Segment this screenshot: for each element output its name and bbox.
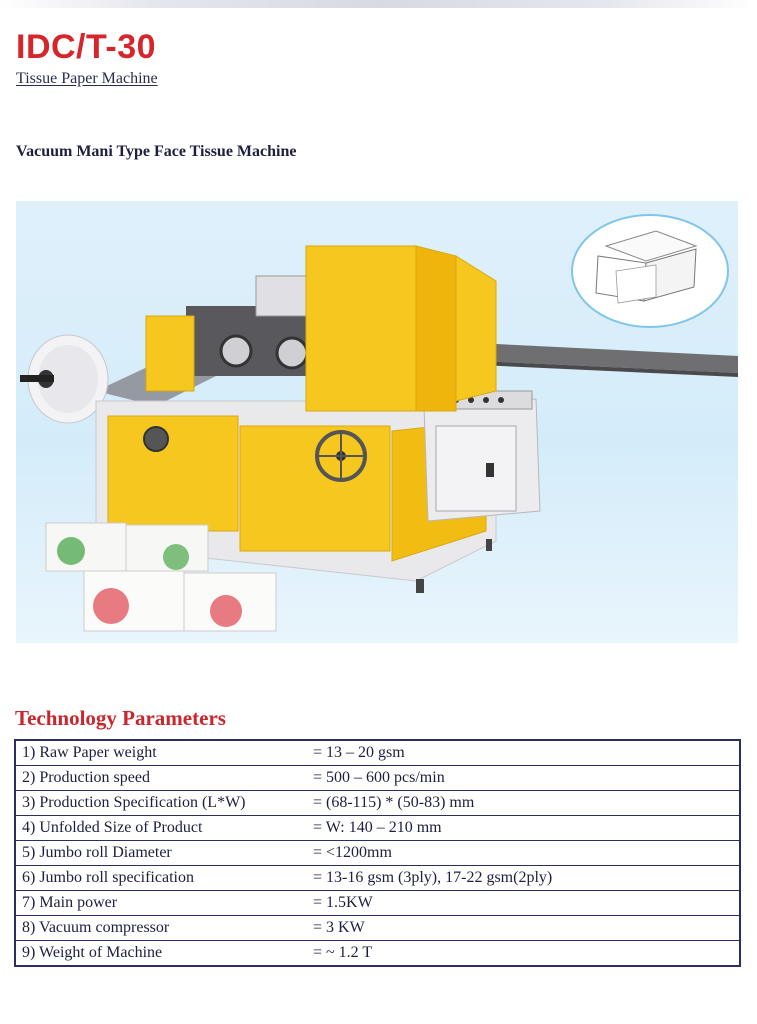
- param-value: = ~ 1.2 T: [307, 941, 740, 967]
- table-row: [15, 740, 740, 766]
- params-table: [14, 739, 741, 967]
- machine-photo: [16, 201, 738, 643]
- model-number: IDC/T-30: [16, 28, 157, 66]
- table-row: [15, 891, 740, 916]
- param-label: 5) Jumbo roll Diameter: [15, 841, 307, 866]
- param-label: 8) Vacuum compressor: [15, 916, 307, 941]
- param-value: = W: 140 – 210 mm: [307, 816, 740, 841]
- params-heading: Technology Parameters: [15, 706, 226, 730]
- param-value: = 13-16 gsm (3ply), 17-22 gsm(2ply): [307, 866, 740, 891]
- jumbo-roll: [20, 335, 108, 423]
- table-row: [15, 916, 740, 941]
- param-value: = 1.5KW: [307, 891, 740, 916]
- table-row: [15, 766, 740, 791]
- table-row: [15, 866, 740, 891]
- table-row: [15, 941, 740, 967]
- param-label: 9) Weight of Machine: [15, 941, 307, 967]
- top-banner-strip: [0, 0, 757, 8]
- param-value: = 13 – 20 gsm: [307, 740, 740, 766]
- folded-tissue-inset: [572, 215, 728, 327]
- param-label: 6) Jumbo roll specification: [15, 866, 307, 891]
- param-value: = <1200mm: [307, 841, 740, 866]
- param-label: 1) Raw Paper weight: [15, 740, 307, 766]
- param-value: = 3 KW: [307, 916, 740, 941]
- product-subtitle: Tissue Paper Machine: [16, 70, 158, 87]
- param-label: 7) Main power: [15, 891, 307, 916]
- param-label: 4) Unfolded Size of Product: [15, 816, 307, 841]
- table-row: [15, 816, 740, 841]
- param-value: = 500 – 600 pcs/min: [307, 766, 740, 791]
- param-label: 3) Production Specification (L*W): [15, 791, 307, 816]
- table-row: [15, 841, 740, 866]
- table-row: [15, 791, 740, 816]
- machine-illustration: [16, 201, 738, 643]
- machine-title: Vacuum Mani Type Face Tissue Machine: [16, 143, 297, 160]
- param-value: = (68-115) * (50-83) mm: [307, 791, 740, 816]
- param-label: 2) Production speed: [15, 766, 307, 791]
